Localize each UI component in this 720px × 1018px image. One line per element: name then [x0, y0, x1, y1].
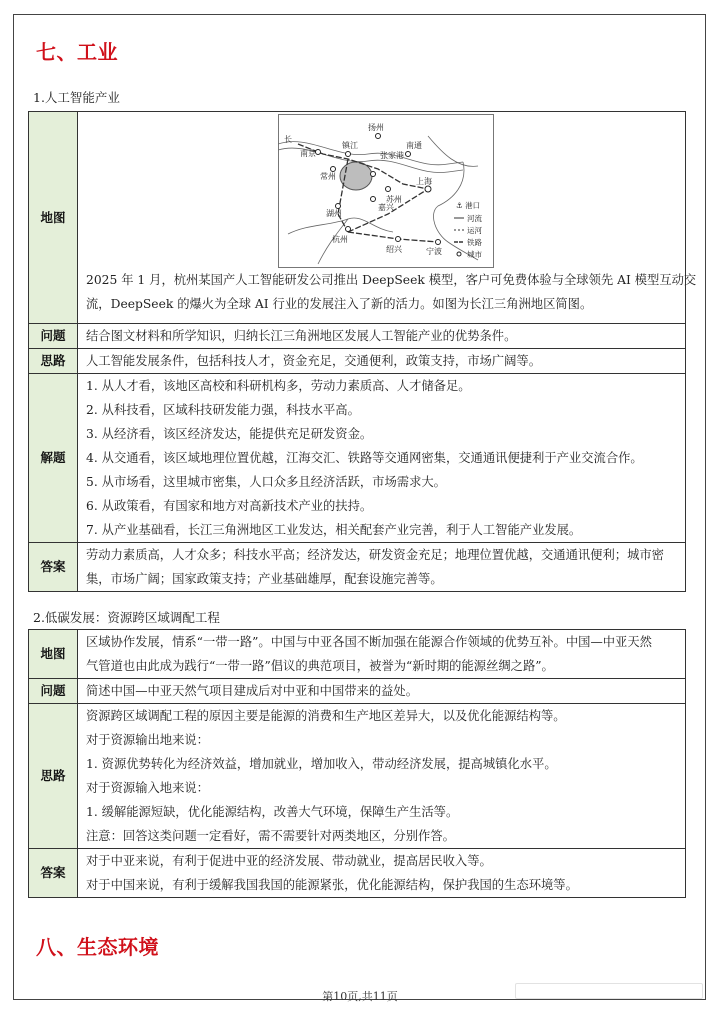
- row-label: 问题: [29, 679, 78, 704]
- section-title-ecology: 八、生态环境: [36, 935, 159, 959]
- yangtze-delta-map: [278, 114, 494, 268]
- svg-text:城市: 城市: [466, 250, 482, 259]
- line: 结合图文材料和所学知识，归纳长江三角洲地区发展人工智能产业的优势条件。: [86, 329, 517, 343]
- line: 流，DeepSeek 的爆火为全球 AI 行业的发展注入了新的活力。如图为长江三角洲地区简图。: [86, 297, 593, 311]
- svg-text:⚓ 港口: ⚓ 港口: [455, 201, 480, 210]
- page-number: 第10页,共11页: [322, 990, 398, 1003]
- line: 对于中亚来说，有利于促进中亚的经济发展、带动就业，提高居民收入等。: [86, 854, 492, 868]
- svg-text:河流: 河流: [466, 214, 482, 223]
- row-content: [78, 849, 686, 898]
- svg-text:常州: 常州: [319, 172, 336, 181]
- row-label: 答案: [29, 849, 78, 898]
- svg-text:铁路: 铁路: [466, 238, 482, 247]
- svg-text:长: 长: [283, 135, 292, 144]
- row-content: [78, 679, 686, 704]
- svg-text:杭州: 杭州: [331, 235, 348, 244]
- svg-text:镇江: 镇江: [341, 141, 358, 150]
- row-question: [29, 324, 686, 349]
- section-title-industry: 七、工业: [36, 40, 118, 64]
- svg-text:绍兴: 绍兴: [385, 245, 402, 254]
- line: 资源跨区域调配工程的原因主要是能源的消费和生产地区差异大，以及优化能源结构等。: [86, 709, 566, 723]
- row-label: 问题: [29, 324, 78, 349]
- line: 2. 从科技看，区域科技研发能力强，科技水平高。: [86, 403, 360, 417]
- map-figure: [86, 112, 685, 268]
- svg-text:上海: 上海: [415, 177, 432, 186]
- row-map: [29, 630, 686, 679]
- subheading-ai-industry: 1.人工智能产业: [33, 90, 120, 105]
- line: 1. 从人才看，该地区高校和科研机构多，劳动力素质高、人才储备足。: [86, 379, 471, 393]
- line: 1. 资源优势转化为经济效益，增加就业，增加收入，带动经济发展，提高城镇化水平。: [86, 757, 557, 771]
- row-content: [78, 324, 686, 349]
- row-content: [78, 630, 686, 679]
- row-content: [78, 704, 686, 849]
- row-solution: [29, 374, 686, 543]
- line: 3. 从经济看，该区经济发达，能提供充足研发资金。: [86, 427, 373, 441]
- line: 气管道也由此成为践行“一带一路”倡议的典范项目，被誉为“新时期的能源丝绸之路”。: [86, 659, 554, 673]
- table-low-carbon: [28, 629, 686, 898]
- svg-text:张家港: 张家港: [379, 151, 404, 160]
- row-answer: [29, 849, 686, 898]
- page-footer: [0, 988, 720, 1004]
- row-label: 思路: [29, 704, 78, 849]
- svg-text:嘉兴: 嘉兴: [377, 203, 394, 212]
- line: 4. 从交通看，该区域地理位置优越，江海交汇、铁路等交通网密集，交通通讯便捷利于产业交流合作。: [86, 451, 643, 465]
- line: 2025 年 1 月，杭州某国产人工智能研发公司推出 DeepSeek 模型，客户可免费体验与全球领先 AI 模型互动交: [86, 273, 697, 287]
- line: 区域协作发展，情系“一带一路”。中国与中亚各国不断加强在能源合作领域的优势互补。中国—中亚天然: [86, 635, 652, 649]
- line: 集，市场广阔；国家政策支持；产业基础雄厚，配套设施完善等。: [86, 572, 443, 586]
- row-approach: [29, 349, 686, 374]
- row-label: 地图: [29, 630, 78, 679]
- line: 劳动力素质高，人才众多；科技水平高；经济发达，研发资金充足；地理位置优越，交通通讯便利；城市密: [86, 548, 664, 562]
- svg-text:苏州: 苏州: [385, 195, 402, 204]
- row-label: 答案: [29, 543, 78, 592]
- row-content: [78, 374, 686, 543]
- line: 6. 从政策看，有国家和地方对高新技术产业的扶持。: [86, 499, 373, 513]
- row-approach: [29, 704, 686, 849]
- table-ai-industry: [28, 111, 697, 592]
- row-label: 思路: [29, 349, 78, 374]
- line: 对于中国来说，有利于缓解我国我国的能源紧张，优化能源结构，保护我国的生态环境等。: [86, 878, 578, 892]
- subheading-low-carbon: 2.低碳发展：资源跨区域调配工程: [33, 610, 220, 625]
- svg-text:宁波: 宁波: [425, 247, 442, 256]
- svg-text:湖州: 湖州: [325, 209, 342, 218]
- svg-text:南京: 南京: [299, 149, 316, 158]
- line: 1. 缓解能源短缺，优化能源结构，改善大气环境，保障生产生活等。: [86, 805, 459, 819]
- row-question: [29, 679, 686, 704]
- svg-text:运河: 运河: [466, 226, 482, 235]
- row-answer: [29, 543, 686, 592]
- svg-text:南通: 南通: [405, 141, 422, 150]
- row-label: 解题: [29, 374, 78, 543]
- line: 简述中国—中亚天然气项目建成后对中亚和中国带来的益处。: [86, 684, 419, 698]
- row-content: [78, 349, 686, 374]
- row-content: [78, 543, 686, 592]
- line: 注意：回答这类问题一定看好，需不需要针对两类地区，分别作答。: [86, 829, 455, 843]
- line: 对于资源输入地来说：: [86, 781, 209, 795]
- line: 人工智能发展条件，包括科技人才，资金充足，交通便利，政策支持，市场广阔等。: [86, 354, 541, 368]
- row-content: [78, 112, 697, 324]
- line: 7. 从产业基础看，长江三角洲地区工业发达，相关配套产业完善，利于人工智能产业发展。: [86, 523, 582, 537]
- line: 对于资源输出地来说：: [86, 733, 209, 747]
- row-map: [29, 112, 686, 324]
- svg-text:扬州: 扬州: [367, 123, 384, 132]
- row-label: 地图: [29, 112, 78, 324]
- line: 5. 从市场看，这里城市密集，人口众多且经济活跃，市场需求大。: [86, 475, 446, 489]
